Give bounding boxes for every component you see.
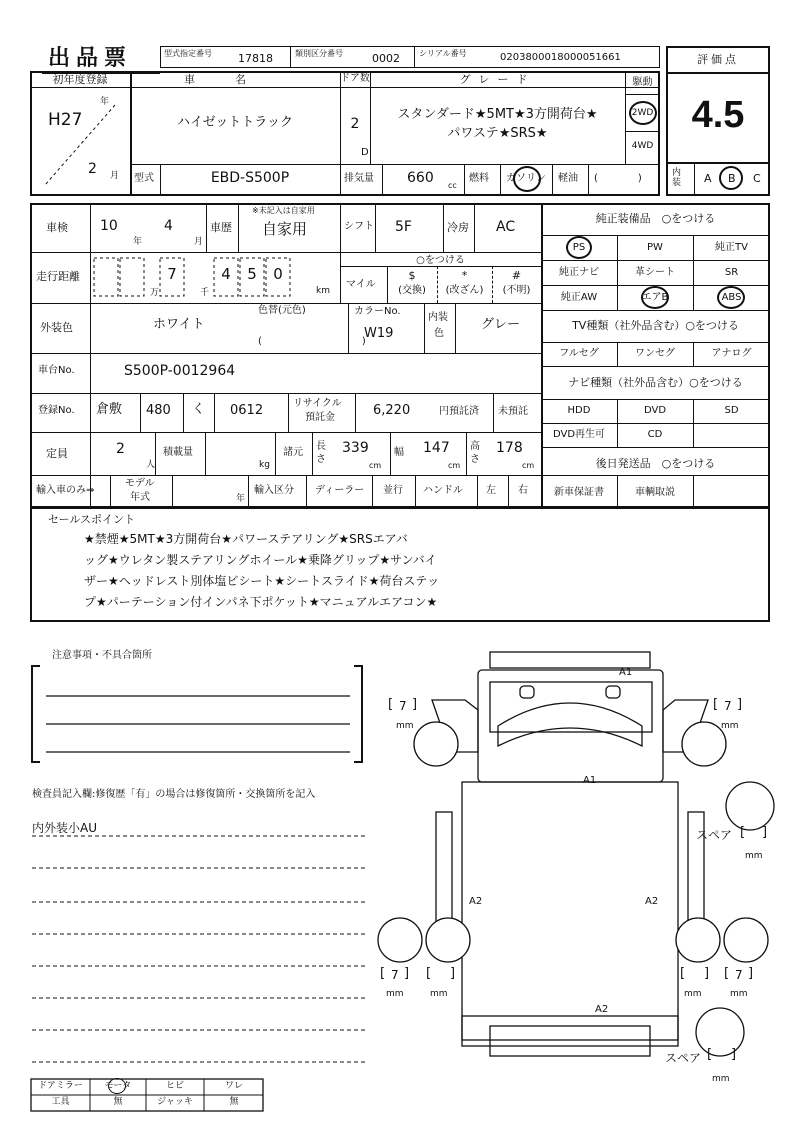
displacement-value: 660	[407, 170, 434, 186]
unknown-label: (不明)	[502, 285, 531, 296]
divider	[288, 393, 289, 432]
divider	[355, 393, 356, 432]
damage-mark: A1	[619, 667, 633, 678]
divider	[541, 447, 770, 448]
bracket-open: [	[724, 966, 730, 981]
interior-color-label-1: 内装	[428, 312, 448, 323]
divider	[541, 423, 770, 424]
fuel-diesel: 軽油	[558, 173, 578, 184]
door-mirror-label: ドアミラー	[38, 1081, 83, 1091]
divider	[424, 303, 425, 353]
divider	[130, 71, 132, 196]
mileage-label: 走行距離	[36, 270, 80, 283]
divider	[541, 399, 770, 400]
divider	[541, 366, 770, 367]
capacity-value: 2	[116, 441, 125, 457]
tv-type-label: TV種類（社外品含む）○をつける	[572, 319, 739, 332]
divider	[474, 203, 475, 252]
divider	[443, 203, 444, 252]
divider	[238, 203, 239, 252]
handle-label: ハンドル	[423, 485, 463, 496]
fuel-label: 燃料	[469, 173, 489, 184]
exterior-color-label: 外装色	[40, 321, 73, 334]
divider	[477, 475, 478, 508]
category-value: 0002	[372, 52, 400, 65]
divider	[415, 475, 416, 508]
page-title: 出品票	[48, 46, 133, 71]
reg-kana: く	[192, 402, 206, 417]
later-manual: 車輌取説	[635, 487, 675, 498]
damage-mark: A2	[469, 896, 483, 907]
divider	[30, 353, 541, 354]
load-label: 積載量	[163, 447, 193, 458]
divider	[372, 475, 373, 508]
bracket-open: [	[740, 825, 746, 840]
repaint-paren: ( )	[258, 336, 366, 347]
first-reg-era-year: H27	[48, 110, 83, 130]
bracket-close: ]	[412, 697, 418, 712]
score-value: 4.5	[691, 94, 745, 136]
recycle-label-1: リサイクル	[293, 398, 342, 409]
divider	[375, 203, 376, 252]
spare-label: スペア	[665, 1051, 702, 1065]
interior-color-value: グレー	[481, 317, 521, 332]
displacement-unit: cc	[448, 181, 457, 190]
first-reg-label: 初年度登録	[52, 73, 108, 86]
divider	[206, 203, 207, 252]
door-type: D	[361, 147, 369, 158]
mm-unit: mm	[684, 989, 702, 999]
mile-label: マイル	[346, 279, 376, 290]
equip-ps: PS	[572, 242, 586, 253]
damage-mark: A1	[583, 775, 597, 786]
km-unit: km	[316, 286, 330, 296]
color-no-value: W19	[364, 326, 394, 341]
repaint-label: 色替(元色)	[258, 305, 306, 316]
bracket-open: [	[680, 966, 686, 981]
color-no-label: カラーNo.	[354, 306, 401, 317]
divider	[205, 432, 206, 475]
divider	[348, 303, 349, 353]
equip-airbag: エアB	[641, 292, 669, 303]
mirror-crack: ヒビ	[165, 1081, 184, 1091]
mm-unit: mm	[745, 851, 763, 861]
mm-unit: mm	[730, 989, 748, 999]
man-unit: 万	[150, 288, 160, 298]
navi-hdd: HDD	[567, 405, 591, 416]
fuel-gasoline: ガソリン	[506, 173, 546, 184]
caution-label: 注意事項・不具合箇所	[52, 650, 152, 661]
sales-points-label: セールスポイント	[48, 513, 136, 526]
mileage-digit: 4	[221, 265, 231, 283]
load-unit: kg	[259, 460, 270, 470]
bracket-open: [	[707, 1047, 713, 1062]
diagonal-divider	[40, 97, 120, 190]
serial-label: シリアル番号	[419, 49, 467, 58]
handle-right: 右	[518, 485, 528, 496]
aircon-label: 冷房	[447, 221, 469, 234]
divider	[390, 432, 391, 475]
grade-line-2: パワステ★SRS★	[447, 126, 548, 141]
dealer-label: ディーラー	[315, 485, 365, 496]
divider	[130, 164, 660, 165]
shaken-year-unit: 年	[133, 237, 143, 247]
divider	[552, 164, 553, 196]
vehicle-name: ハイゼットトラック	[176, 115, 294, 130]
interior-grade-a: A	[704, 172, 712, 185]
tv-fullseg: フルセグ	[559, 348, 599, 359]
mileage-digit: 0	[273, 265, 283, 283]
exterior-color-value: ホワイト	[153, 317, 205, 332]
divider	[414, 46, 415, 68]
width-value: 147	[423, 440, 450, 456]
divider	[625, 131, 660, 132]
inspector-label: 検査員記入欄:修復歴「有」の場合は修復箇所・交換箇所を記入	[32, 789, 316, 800]
sales-point-line: ザー★ヘッドレスト別体塩ビシート★シートスライド★荷台ステッ	[84, 574, 440, 588]
grade-line-1: スタンダード★5MT★3方開荷台★	[397, 107, 598, 122]
inspector-entry: 内外装小AU	[32, 821, 97, 835]
equip-leather-seat: 革シート	[635, 267, 675, 278]
history-label: 車歴	[210, 221, 232, 234]
type-label: 型式	[134, 173, 154, 184]
divider	[30, 303, 541, 304]
selected-circle	[717, 286, 745, 309]
parallel-label: 並行	[383, 485, 403, 496]
import-category-label: 輸入区分	[254, 485, 294, 496]
dims-label: 諸元	[283, 447, 303, 458]
sales-point-line: ★禁煙★5MT★3方開荷台★パワーステアリング★SRSエアバ	[84, 532, 408, 546]
history-value: 自家用	[262, 220, 308, 238]
recycle-not-label: 未預託	[498, 406, 528, 417]
bracket-close: ]	[737, 697, 743, 712]
chassis-value: S500P-0012964	[124, 363, 236, 379]
bracket-open: [	[713, 697, 719, 712]
selected-circle	[108, 1078, 126, 1094]
caution-bracket	[28, 662, 368, 767]
divider	[500, 164, 501, 196]
divider	[340, 203, 341, 303]
shift-value: 5F	[395, 219, 412, 235]
grade-label: グレード	[459, 73, 536, 86]
tv-oneseg: ワンセグ	[635, 348, 675, 359]
drive-4wd: 4WD	[631, 141, 654, 151]
divider	[493, 393, 494, 432]
divider	[110, 475, 111, 508]
divider	[625, 94, 660, 95]
bracket-close: ]	[450, 966, 456, 981]
doors-label: ドア数	[340, 73, 370, 84]
divider	[464, 164, 465, 196]
divider	[140, 393, 141, 432]
capacity-label: 定員	[46, 447, 68, 460]
score-label: 評価点	[697, 53, 739, 66]
capacity-unit: 人	[146, 460, 156, 470]
tire-front-right: 7	[724, 699, 732, 713]
mm-unit: mm	[386, 989, 404, 999]
width-label: 幅	[394, 447, 404, 458]
recycle-amount: 6,220	[373, 403, 411, 418]
sen-unit: 千	[200, 288, 210, 298]
divider	[30, 87, 660, 88]
dvd-playback-label: DVD再生可	[552, 429, 606, 440]
height-value: 178	[496, 440, 523, 456]
recycle-label-2: 預託金	[305, 412, 335, 423]
selected-circle	[513, 166, 541, 192]
later-warranty: 新車保証書	[554, 487, 604, 498]
drive-label: 駆動	[632, 77, 653, 88]
import-label: 輸入車のみ⇒	[36, 485, 95, 496]
shaken-year: 10	[100, 218, 118, 234]
equip-pw: PW	[647, 242, 663, 253]
unknown-symbol: #	[511, 269, 522, 282]
divider	[588, 164, 589, 196]
selected-circle	[629, 101, 657, 125]
bracket-close: ]	[704, 966, 710, 981]
divider	[508, 475, 509, 508]
divider	[30, 393, 541, 394]
handle-left: 左	[486, 485, 496, 496]
equip-abs: ABS	[721, 292, 742, 303]
mm-unit: mm	[712, 1074, 730, 1084]
tv-analog: アナログ	[711, 348, 752, 359]
equip-genuine-tv: 純正TV	[715, 242, 748, 253]
reg-number: 0612	[230, 403, 264, 418]
spare-label: スペア	[696, 828, 733, 842]
divider	[340, 266, 541, 267]
shaken-month: 4	[164, 218, 173, 234]
height-label: 高さ	[470, 441, 480, 465]
divider	[214, 393, 215, 432]
selected-circle	[641, 286, 669, 309]
interior-grade-c: C	[753, 172, 761, 185]
navi-sd: SD	[724, 405, 739, 416]
divider	[30, 475, 770, 476]
divider	[340, 164, 341, 196]
tools-label: 工具	[51, 1097, 70, 1107]
divider	[693, 475, 694, 508]
divider	[90, 203, 91, 508]
bracket-open: [	[388, 697, 394, 712]
year-unit: 年	[100, 97, 110, 107]
interior-color-label-2: 色	[434, 328, 444, 339]
equip-genuine-aw: 純正AW	[560, 292, 598, 303]
doors-value: 2	[350, 116, 360, 132]
divider	[694, 162, 695, 196]
reg-no-label: 登録No.	[38, 405, 75, 416]
divider	[466, 432, 467, 475]
navi-type-label: ナビ種類（社外品含む）○をつける	[568, 376, 743, 389]
divider	[183, 393, 184, 432]
circle-note: ○をつける	[416, 255, 465, 266]
bracket-open: [	[426, 966, 432, 981]
divider	[312, 432, 313, 475]
model-year-label-1: モデル	[125, 478, 155, 489]
cd-label: CD	[647, 429, 663, 440]
mileage-digit: 5	[247, 265, 257, 283]
altered-label: (改ざん)	[445, 285, 484, 296]
bracket-close: ]	[762, 825, 768, 840]
exchanged-symbol: $	[408, 269, 416, 282]
bracket-close: ]	[748, 966, 754, 981]
divider	[172, 475, 173, 508]
reg-area: 倉敷	[96, 402, 123, 417]
interior-grade-b: B	[728, 172, 736, 185]
length-value: 339	[342, 440, 369, 456]
model-year-unit: 年	[236, 494, 246, 504]
divider	[666, 72, 770, 74]
sales-point-line: プ★パーテーション付インパネ下ポケット★マニュアルエアコン★	[84, 595, 438, 609]
divider	[541, 310, 770, 311]
later-delivery-label: 後日発送品 ○をつける	[595, 457, 716, 470]
shift-label: シフト	[344, 221, 374, 232]
shaken-month-unit: 月	[194, 237, 204, 247]
type-value: EBD-S500P	[210, 170, 290, 186]
category-label: 類別区分番号	[295, 49, 343, 58]
tire-front-left: 7	[399, 699, 407, 713]
equip-sr: SR	[724, 267, 739, 278]
mm-unit: mm	[430, 989, 448, 999]
navi-dvd: DVD	[643, 405, 667, 416]
selected-circle	[566, 236, 592, 259]
cm-unit: cm	[369, 461, 382, 470]
divider	[275, 432, 276, 475]
vehicle-name-label: 車名	[184, 73, 286, 86]
altered-symbol: *	[461, 269, 468, 282]
exchanged-label: (交換)	[398, 285, 426, 296]
selected-circle	[719, 166, 743, 190]
drive-2wd: 2WD	[631, 108, 654, 118]
recycle-deposit-label: 円預託済	[439, 406, 479, 417]
model-year-label-2: 年式	[130, 492, 150, 503]
interior-label: 内装	[672, 168, 682, 188]
damage-mark: A2	[645, 896, 659, 907]
divider	[455, 303, 456, 353]
cm-unit: cm	[448, 461, 461, 470]
length-label: 長さ	[316, 441, 326, 465]
inspector-lines	[30, 830, 370, 1070]
mirror-motor: モータ	[104, 1081, 132, 1091]
divider	[541, 342, 770, 343]
bracket-close: ]	[404, 966, 410, 981]
divider	[666, 162, 770, 164]
equip-genuine-navi: 純正ナビ	[559, 267, 599, 278]
divider	[30, 432, 541, 433]
displacement-label: 排気量	[344, 173, 374, 184]
tire-rear-left-outer: 7	[391, 968, 399, 982]
bracket-close: ]	[731, 1047, 737, 1062]
chassis-label: 車台No.	[38, 365, 75, 376]
model-spec-label: 型式指定番号	[164, 49, 212, 58]
divider	[306, 475, 307, 508]
jack-label: ジャッキ	[157, 1097, 193, 1107]
fuel-other: ( )	[594, 173, 642, 184]
aircon-value: AC	[496, 219, 516, 235]
mirror-break: ワレ	[224, 1081, 243, 1091]
divider	[290, 46, 291, 68]
sales-point-line: ッグ★ウレタン製ステアリングホイール★乗降グリップ★サンバイ	[84, 553, 437, 567]
vehicle-diagram	[370, 640, 780, 1080]
genuine-equipment-label: 純正装備品 ○をつける	[595, 212, 716, 225]
cm-unit: cm	[522, 461, 535, 470]
serial-value: 0203800018000051661	[500, 52, 621, 63]
damage-mark: A2	[595, 1004, 609, 1015]
tools-value: 無	[113, 1097, 123, 1107]
divider	[248, 475, 249, 508]
model-spec-value: 17818	[238, 52, 273, 65]
divider	[541, 260, 770, 261]
shaken-label: 車検	[46, 221, 68, 234]
bracket-open: [	[380, 966, 386, 981]
mileage-digit: 7	[167, 265, 177, 283]
divider	[155, 432, 156, 475]
first-reg-month: 2	[88, 161, 97, 177]
mm-unit: mm	[721, 721, 739, 731]
mm-unit: mm	[396, 721, 414, 731]
tire-rear-right-outer: 7	[735, 968, 743, 982]
jack-value: 無	[229, 1097, 239, 1107]
month-unit: 月	[110, 171, 120, 181]
history-note: ※未記入は自家用	[252, 206, 315, 215]
divider	[382, 164, 383, 196]
reg-class: 480	[146, 403, 171, 418]
